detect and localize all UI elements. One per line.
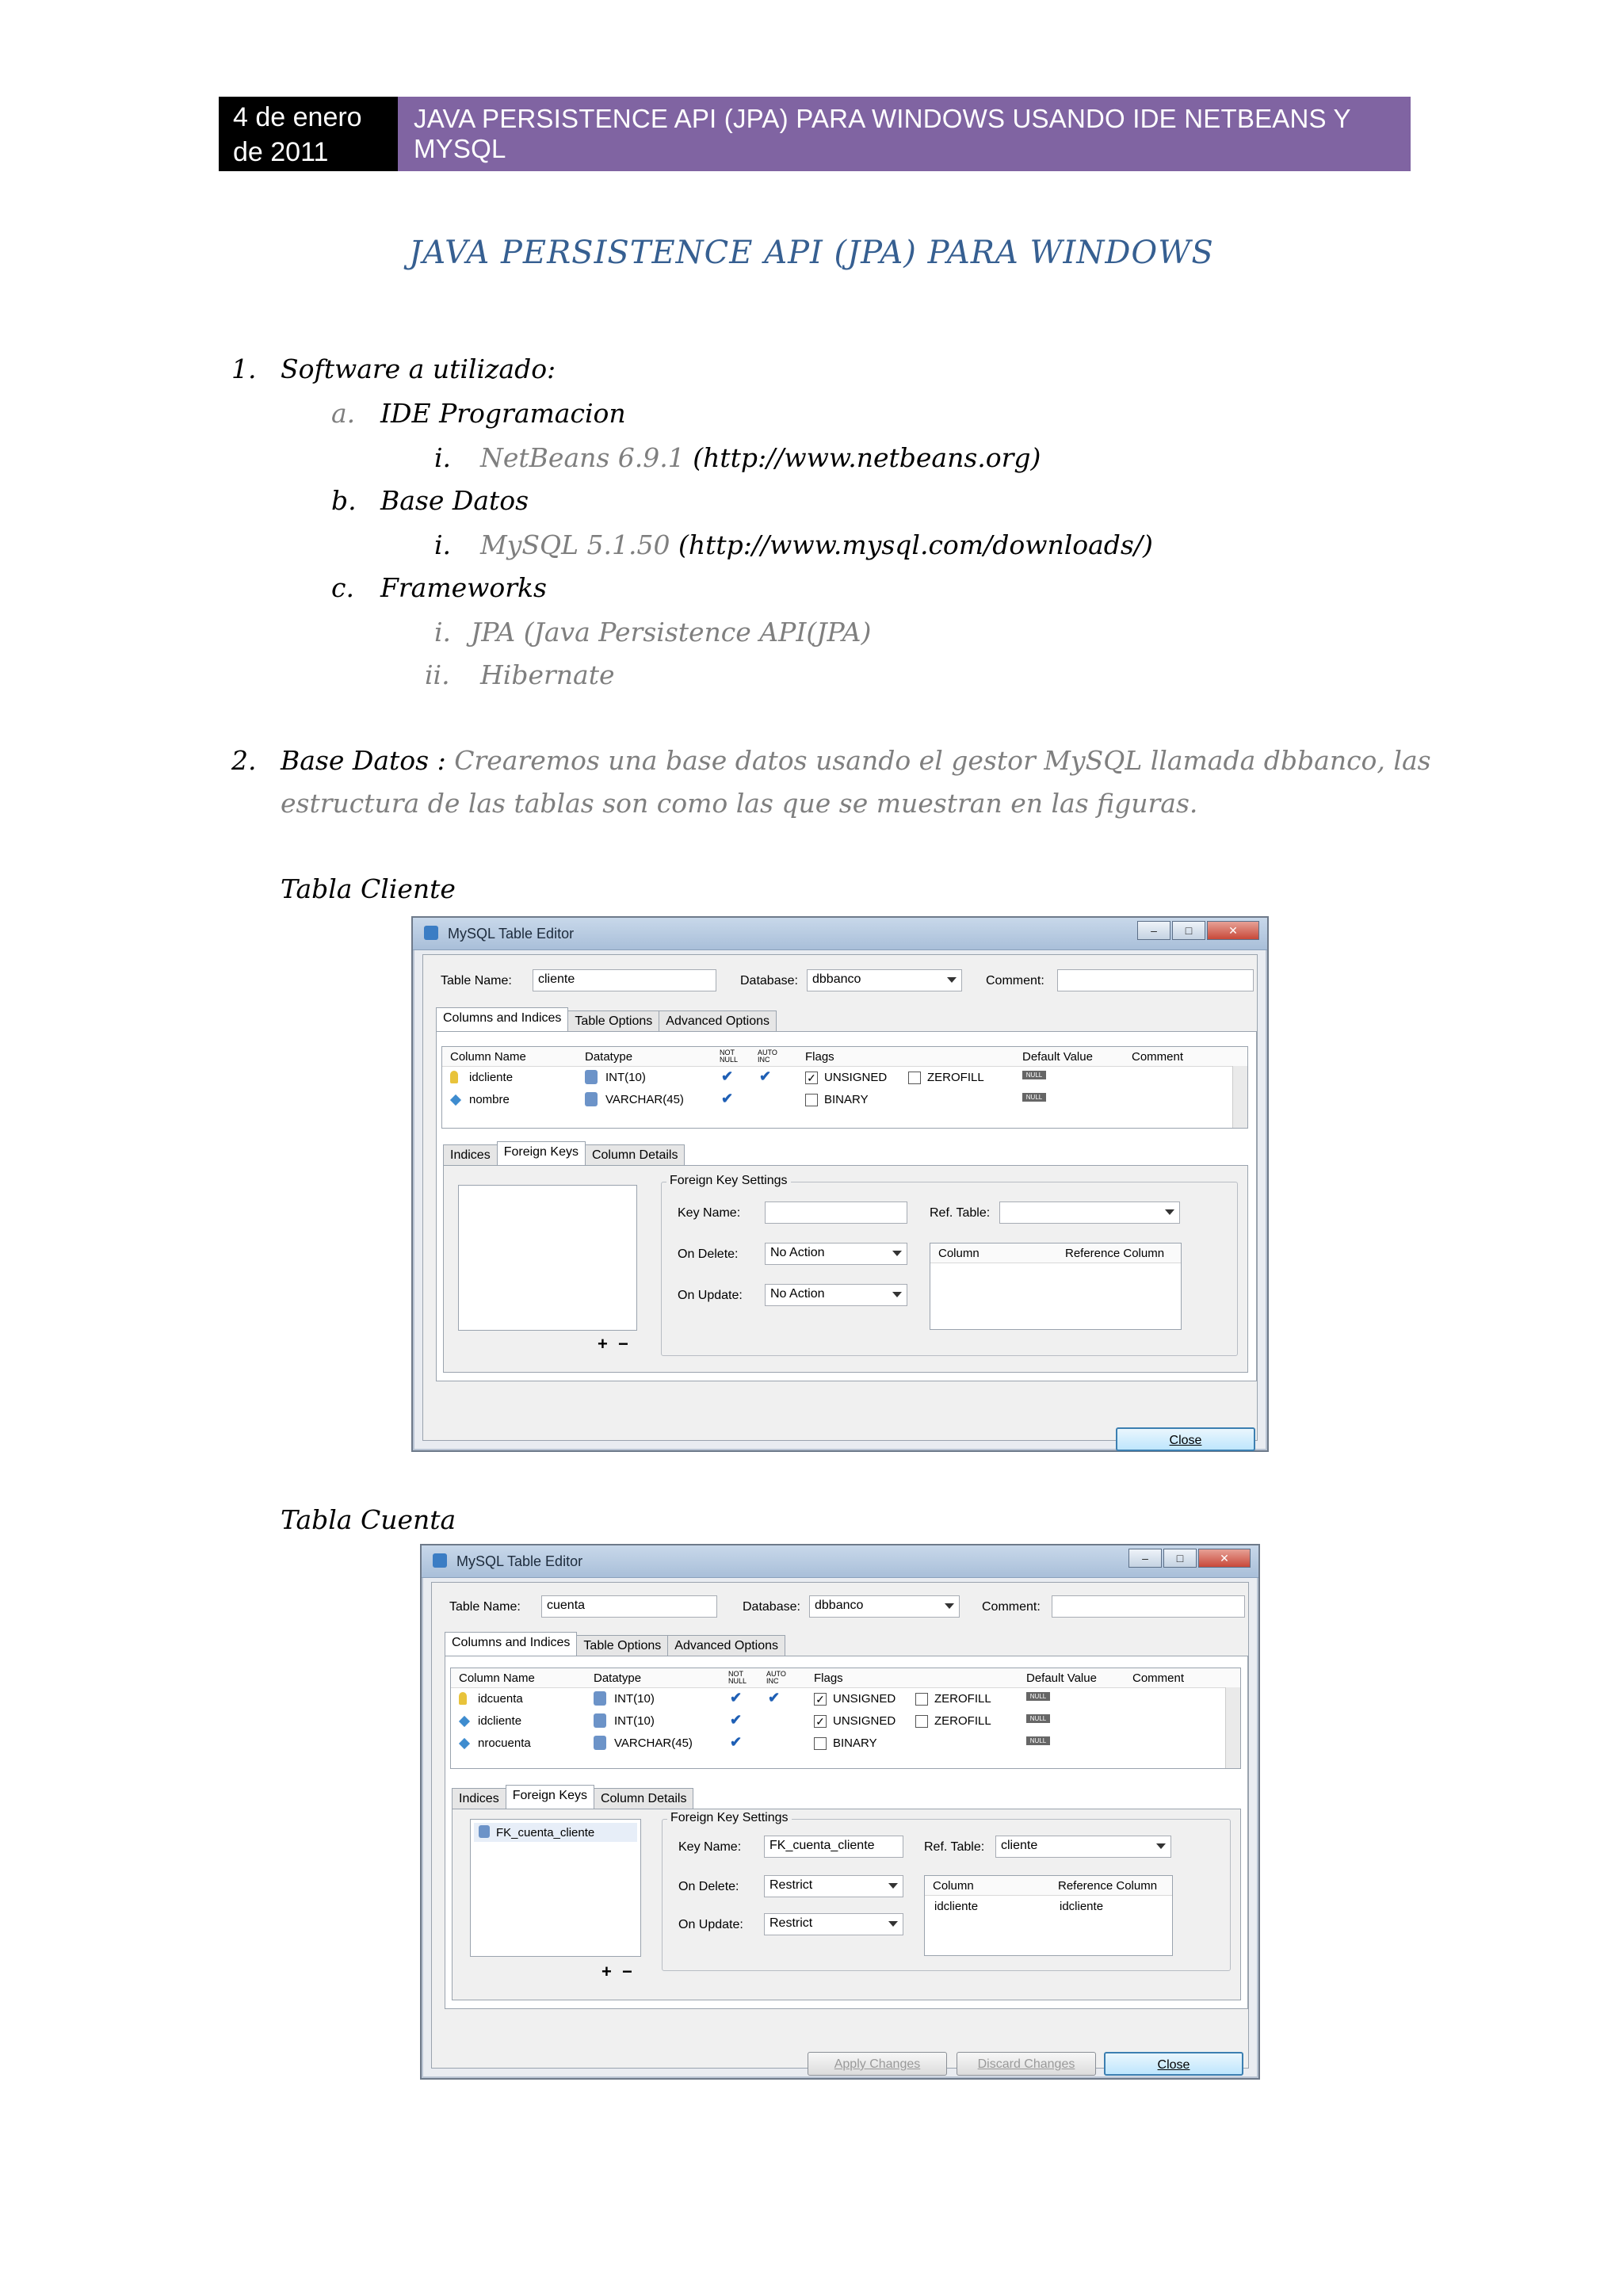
- ref-table-select[interactable]: [999, 1201, 1180, 1224]
- zerofill-checkbox[interactable]: [915, 1715, 928, 1728]
- minimize-icon[interactable]: –: [1128, 1549, 1162, 1568]
- item-c-marker: c.: [331, 572, 354, 603]
- notnull-check-icon[interactable]: ✔: [730, 1734, 743, 1750]
- header-title: JAVA PERSISTENCE API (JPA) PARA WINDOWS USANDO IDE NETBEANS Y MYSQL: [398, 97, 1411, 171]
- header-date-line2: de 2011: [233, 137, 329, 167]
- database-select[interactable]: [809, 1595, 960, 1618]
- col-header-flags: Flags: [805, 1050, 834, 1064]
- fk-settings-group: [662, 1811, 1231, 1971]
- key-name-label: Key Name:: [678, 1840, 742, 1854]
- section2-number: 2.: [231, 745, 257, 776]
- fk-grid-header: [925, 1876, 1172, 1896]
- fk-grid-header: [930, 1244, 1181, 1263]
- item-b-label: Base Datos: [380, 485, 529, 516]
- on-update-select[interactable]: [764, 1913, 903, 1935]
- columns-panel: [445, 1656, 1248, 2009]
- on-update-select[interactable]: [765, 1284, 907, 1306]
- datatype-icon: [585, 1092, 598, 1106]
- jpa-framework: JPA (Java Persistence API(JPA): [471, 617, 872, 648]
- maximize-icon[interactable]: □: [1172, 921, 1205, 940]
- datatype-icon: [594, 1736, 606, 1750]
- row-column-name: nrocuenta: [478, 1736, 531, 1750]
- window-title: MySQL Table Editor: [456, 1553, 583, 1569]
- autoinc-check-icon[interactable]: ✔: [759, 1068, 772, 1084]
- fk-row-column: idcliente: [934, 1900, 979, 1913]
- section2-text-line1: Crearemos una base datos usando el gestor MySQL llamada dbbanco, las: [454, 745, 1431, 776]
- row-datatype: VARCHAR(45): [605, 1093, 684, 1106]
- unsigned-checkbox[interactable]: ✓: [805, 1072, 818, 1084]
- unsigned-checkbox[interactable]: ✓: [814, 1693, 827, 1706]
- item-c-label: Frameworks: [380, 572, 547, 603]
- close-icon[interactable]: ✕: [1198, 1549, 1251, 1568]
- mysql-table-editor-cliente: [411, 916, 1269, 1452]
- table-name-input[interactable]: cliente: [533, 969, 716, 991]
- flag-unsigned-label: UNSIGNED: [833, 1714, 896, 1728]
- fk-settings-title: Foreign Key Settings: [667, 1811, 792, 1825]
- tabla-cuenta-caption: Tabla Cuenta: [281, 1504, 456, 1535]
- foreign-keys-panel: [443, 1165, 1248, 1373]
- item-c-i-marker: i.: [434, 617, 452, 648]
- close-icon[interactable]: ✕: [1207, 921, 1259, 940]
- vertical-scrollbar[interactable]: [1232, 1066, 1247, 1128]
- column-icon: [450, 1095, 461, 1106]
- columns-grid: [441, 1046, 1248, 1129]
- zerofill-checkbox[interactable]: [908, 1072, 921, 1084]
- primary-key-icon: [459, 1692, 467, 1705]
- on-update-value: No Action: [770, 1287, 825, 1301]
- col-header-name: Column Name: [459, 1671, 535, 1685]
- foreign-keys-panel: [452, 1809, 1241, 2000]
- column-icon: [459, 1738, 470, 1749]
- fk-col-header-ref: Reference Column: [1065, 1247, 1165, 1260]
- database-label: Database:: [740, 974, 798, 988]
- tab-indices[interactable]: Indices: [443, 1144, 498, 1169]
- mysql-url[interactable]: (http://www.mysql.com/downloads/): [678, 529, 1153, 560]
- row-datatype: INT(10): [605, 1071, 646, 1084]
- datatype-icon: [594, 1713, 606, 1728]
- chevron-down-icon: [947, 977, 957, 983]
- tabla-cliente-caption: Tabla Cliente: [281, 873, 456, 904]
- flag-zerofill-label: ZEROFILL: [934, 1714, 991, 1728]
- table-name-input[interactable]: cuenta: [541, 1595, 717, 1618]
- mysql-version: MySQL 5.1.50: [480, 529, 670, 560]
- fk-list: [470, 1819, 641, 1957]
- flag-zerofill-label: ZEROFILL: [927, 1071, 984, 1084]
- mysql-table-editor-cuenta: [420, 1544, 1260, 2080]
- section2-title: Base Datos :: [281, 745, 446, 776]
- col-header-notnull: NOT NULL: [728, 1670, 747, 1685]
- row-datatype: VARCHAR(45): [614, 1736, 693, 1750]
- on-update-label: On Update:: [678, 1289, 743, 1302]
- comment-input[interactable]: [1057, 969, 1254, 991]
- tab-column-details[interactable]: Column Details: [585, 1144, 685, 1169]
- netbeans-url[interactable]: (http://www.netbeans.org): [693, 442, 1041, 473]
- ref-table-label: Ref. Table:: [924, 1840, 985, 1854]
- row-datatype: INT(10): [614, 1714, 655, 1728]
- on-delete-label: On Delete:: [678, 1880, 739, 1893]
- tab-foreign-keys[interactable]: Foreign Keys: [497, 1141, 586, 1169]
- col-header-notnull: NOT NULL: [720, 1049, 739, 1064]
- add-fk-button[interactable]: +: [601, 1962, 612, 1981]
- notnull-check-icon[interactable]: ✔: [721, 1068, 734, 1084]
- item-b-i: [434, 529, 1153, 560]
- on-delete-label: On Delete:: [678, 1247, 739, 1261]
- item-c-ii: [425, 659, 614, 690]
- header-date: [219, 97, 398, 171]
- window-title: MySQL Table Editor: [448, 926, 575, 942]
- columns-grid: [450, 1668, 1241, 1769]
- window-titlebar[interactable]: [413, 918, 1267, 950]
- comment-input[interactable]: [1052, 1595, 1245, 1618]
- chevron-down-icon: [1165, 1209, 1174, 1215]
- row-column-name: idcliente: [478, 1714, 522, 1728]
- row-column-name: nombre: [469, 1093, 510, 1106]
- grid-header: [442, 1047, 1247, 1067]
- remove-fk-button[interactable]: −: [618, 1334, 628, 1354]
- table-name-label: Table Name:: [449, 1600, 521, 1614]
- key-name-input[interactable]: [765, 1201, 907, 1224]
- fk-col-header-column: Column: [933, 1879, 974, 1893]
- on-delete-value: No Action: [770, 1246, 825, 1259]
- grid-header: [451, 1668, 1240, 1688]
- col-header-default: Default Value: [1022, 1050, 1093, 1064]
- table-name-label: Table Name:: [441, 974, 512, 988]
- tab-columns-and-indices[interactable]: Columns and Indices: [445, 1632, 577, 1660]
- discard-changes-button[interactable]: Discard Changes: [957, 2052, 1096, 2076]
- netbeans-version: NetBeans 6.9.1: [480, 442, 685, 473]
- tab-indices[interactable]: Indices: [452, 1788, 506, 1813]
- tab-columns-and-indices[interactable]: Columns and Indices: [436, 1007, 568, 1035]
- fk-columns-grid: [924, 1875, 1173, 1956]
- zerofill-checkbox[interactable]: [915, 1693, 928, 1706]
- item-a-i: [434, 442, 1041, 473]
- comment-label: Comment:: [982, 1600, 1041, 1614]
- fk-col-header-ref: Reference Column: [1058, 1879, 1158, 1893]
- app-icon: [433, 1553, 447, 1568]
- col-header-autoinc: AUTO INC: [766, 1670, 786, 1685]
- fk-list-item-label: FK_cuenta_cliente: [496, 1826, 595, 1839]
- close-button[interactable]: Close: [1104, 2052, 1243, 2076]
- on-update-label: On Update:: [678, 1918, 743, 1931]
- col-header-datatype: Datatype: [585, 1050, 633, 1064]
- item-c-i: [434, 617, 871, 648]
- default-null-badge: NULL: [1022, 1071, 1046, 1079]
- chevron-down-icon: [892, 1251, 902, 1256]
- ref-table-label: Ref. Table:: [930, 1206, 991, 1220]
- on-delete-select[interactable]: [765, 1243, 907, 1265]
- on-update-value: Restrict: [769, 1916, 813, 1930]
- item-a-label: IDE Programacion: [380, 398, 626, 429]
- fk-settings-group: [661, 1174, 1238, 1356]
- binary-checkbox[interactable]: [814, 1737, 827, 1750]
- ref-table-value: cliente: [1001, 1839, 1038, 1852]
- header-date-line1: 4 de enero: [233, 102, 362, 132]
- notnull-check-icon[interactable]: ✔: [730, 1690, 743, 1706]
- col-header-default: Default Value: [1026, 1671, 1097, 1685]
- col-header-flags: Flags: [814, 1671, 843, 1685]
- item-c: [331, 572, 547, 603]
- fk-settings-title: Foreign Key Settings: [666, 1174, 791, 1188]
- item-a-marker: a.: [331, 398, 356, 429]
- flag-binary-label: BINARY: [824, 1093, 869, 1106]
- foreign-key-column-icon: [459, 1716, 470, 1727]
- on-delete-value: Restrict: [769, 1878, 813, 1892]
- tab-advanced-options[interactable]: Advanced Options: [667, 1635, 785, 1660]
- list-item[interactable]: [474, 1823, 637, 1842]
- col-header-comment: Comment: [1132, 1671, 1185, 1685]
- default-null-badge: NULL: [1026, 1736, 1050, 1745]
- row-column-name: idcliente: [469, 1071, 514, 1084]
- datatype-icon: [585, 1070, 598, 1084]
- apply-changes-button[interactable]: Apply Changes: [808, 2052, 947, 2076]
- flag-zerofill-label: ZEROFILL: [934, 1692, 991, 1706]
- item-a-i-marker: i.: [434, 442, 452, 473]
- key-name-input[interactable]: FK_cuenta_cliente: [764, 1836, 903, 1858]
- item-b: [331, 485, 529, 516]
- window-controls: [1127, 1549, 1251, 1568]
- binary-checkbox[interactable]: [805, 1094, 818, 1106]
- fk-list[interactable]: [458, 1185, 637, 1331]
- database-label: Database:: [743, 1600, 800, 1614]
- item-b-marker: b.: [331, 485, 357, 516]
- window-client: [422, 954, 1258, 1447]
- autoinc-check-icon[interactable]: ✔: [768, 1690, 781, 1706]
- default-null-badge: NULL: [1026, 1714, 1050, 1723]
- row-datatype: INT(10): [614, 1692, 655, 1706]
- add-fk-button[interactable]: +: [598, 1334, 608, 1354]
- tab-advanced-options[interactable]: Advanced Options: [659, 1010, 777, 1035]
- app-icon: [424, 926, 438, 940]
- section1-heading: [231, 353, 556, 384]
- row-column-name: idcuenta: [478, 1692, 523, 1706]
- chevron-down-icon: [892, 1292, 902, 1297]
- default-null-badge: NULL: [1022, 1093, 1046, 1102]
- unsigned-checkbox[interactable]: ✓: [814, 1715, 827, 1728]
- flag-binary-label: BINARY: [833, 1736, 877, 1750]
- minimize-icon[interactable]: –: [1137, 921, 1170, 940]
- hibernate-framework: Hibernate: [480, 659, 615, 690]
- primary-key-icon: [450, 1071, 458, 1083]
- section2-heading: [231, 745, 1431, 776]
- remove-fk-button[interactable]: −: [622, 1962, 632, 1981]
- col-header-comment: Comment: [1132, 1050, 1184, 1064]
- tab-column-details[interactable]: Column Details: [594, 1788, 693, 1813]
- close-button[interactable]: Close: [1116, 1427, 1255, 1451]
- item-c-ii-marker: ii.: [425, 659, 450, 690]
- flag-unsigned-label: UNSIGNED: [824, 1071, 888, 1084]
- ref-table-select[interactable]: [995, 1836, 1171, 1858]
- fk-col-header-column: Column: [938, 1247, 980, 1260]
- col-header-datatype: Datatype: [594, 1671, 642, 1685]
- datatype-icon: [594, 1691, 606, 1706]
- tab-table-options[interactable]: Table Options: [567, 1010, 659, 1035]
- foreign-key-icon: [479, 1825, 490, 1838]
- chevron-down-icon: [945, 1603, 954, 1609]
- database-value: dbbanco: [812, 972, 861, 986]
- window-client: [431, 1582, 1249, 2072]
- notnull-check-icon[interactable]: ✔: [730, 1712, 743, 1728]
- section1-number: 1.: [231, 353, 257, 384]
- vertical-scrollbar[interactable]: [1225, 1687, 1240, 1768]
- page-header: [219, 97, 1411, 171]
- flag-unsigned-label: UNSIGNED: [833, 1692, 896, 1706]
- item-a: [331, 398, 626, 429]
- tab-table-options[interactable]: Table Options: [576, 1635, 668, 1660]
- section1-title: Software a utilizado:: [281, 353, 556, 384]
- chevron-down-icon: [888, 1883, 898, 1889]
- database-value: dbbanco: [815, 1599, 864, 1612]
- default-null-badge: NULL: [1026, 1692, 1050, 1701]
- on-delete-select[interactable]: [764, 1875, 903, 1897]
- fk-columns-grid: [930, 1243, 1182, 1330]
- col-header-name: Column Name: [450, 1050, 526, 1064]
- key-name-label: Key Name:: [678, 1206, 741, 1220]
- fk-row-ref-column: idcliente: [1060, 1900, 1104, 1913]
- tab-foreign-keys[interactable]: Foreign Keys: [506, 1785, 594, 1813]
- window-controls: [1136, 921, 1259, 940]
- database-select[interactable]: [807, 969, 962, 991]
- window-titlebar[interactable]: [422, 1545, 1258, 1578]
- notnull-check-icon[interactable]: ✔: [721, 1091, 734, 1106]
- col-header-autoinc: AUTO INC: [758, 1049, 777, 1064]
- maximize-icon[interactable]: □: [1163, 1549, 1197, 1568]
- document-title: JAVA PERSISTENCE API (JPA) PARA WINDOWS: [409, 235, 1214, 271]
- chevron-down-icon: [888, 1921, 898, 1927]
- columns-panel: [436, 1031, 1257, 1381]
- chevron-down-icon: [1156, 1843, 1166, 1849]
- item-b-i-marker: i.: [434, 529, 452, 560]
- comment-label: Comment:: [986, 974, 1044, 988]
- section2-text-line2: estructura de las tablas son como las que se muestran en las figuras.: [281, 788, 1198, 819]
